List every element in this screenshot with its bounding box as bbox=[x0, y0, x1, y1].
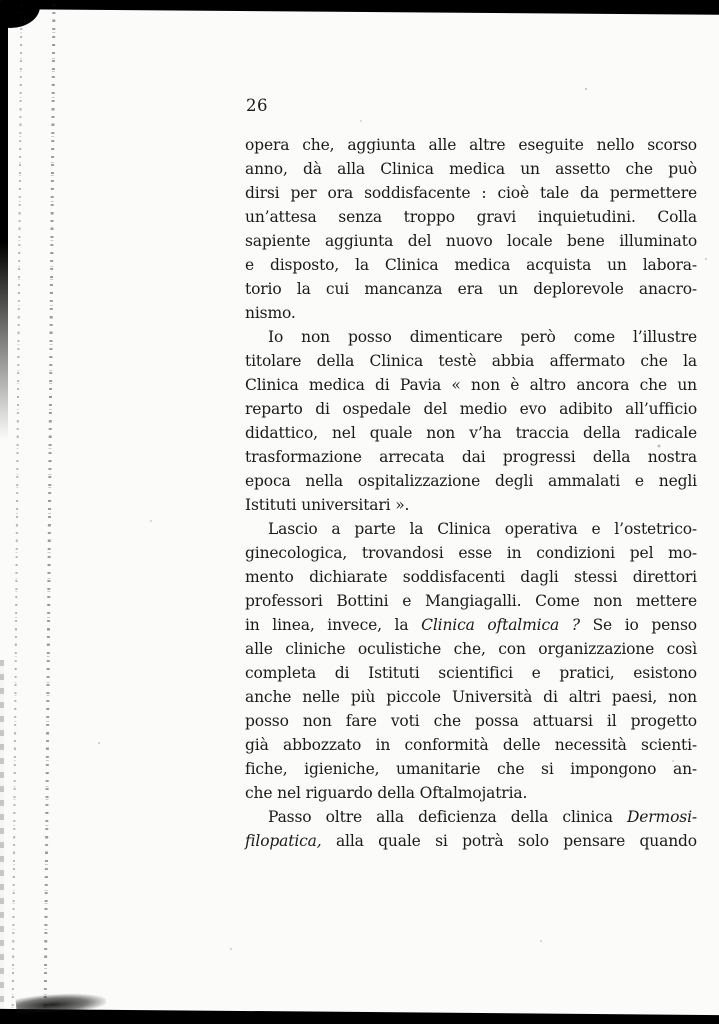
text-line bbox=[245, 637, 697, 661]
text-line bbox=[245, 157, 697, 181]
text-segment: Se io penso bbox=[579, 616, 697, 634]
text-block bbox=[245, 133, 697, 853]
text-line bbox=[245, 805, 697, 829]
top-edge-scan-artifact bbox=[0, 0, 719, 15]
text-line bbox=[245, 709, 697, 733]
text-line bbox=[245, 277, 697, 301]
text-segment: Clinica medica di Pavia « non è altro ancora che un bbox=[245, 376, 697, 394]
text-segment: epoca nella ospitalizzazione degli ammalati e negli bbox=[245, 472, 697, 490]
text-line bbox=[245, 421, 697, 445]
binding-speckle-line-1 bbox=[11, 0, 22, 1024]
text-segment: Passo oltre alla deficienza della clinica bbox=[268, 808, 627, 826]
text-segment: trasformazione arrecata dai progressi della nostra bbox=[245, 448, 697, 466]
text-line bbox=[245, 205, 697, 229]
page-number: 26 bbox=[246, 96, 268, 115]
bottom-edge-scan-artifact bbox=[0, 1009, 719, 1024]
text-segment: didattico, nel quale non v’ha traccia della radicale bbox=[245, 424, 697, 442]
text-segment: reparto di ospedale del medio evo adibito all’ufficio bbox=[245, 400, 697, 418]
text-segment: dirsi per ora soddisfacente : cioè tale da permettere bbox=[245, 184, 697, 202]
text-segment: titolare della Clinica testè abbia affermato che la bbox=[245, 352, 697, 370]
paragraph bbox=[245, 517, 697, 805]
text-line bbox=[245, 229, 697, 253]
left-binding-shadow bbox=[0, 0, 8, 440]
text-line bbox=[245, 781, 697, 805]
italic-text-segment: Clinica oftalmica ? bbox=[421, 616, 580, 634]
text-line bbox=[245, 733, 697, 757]
text-line bbox=[245, 565, 697, 589]
paragraph bbox=[245, 325, 697, 517]
text-segment: Io non posso dimenticare però come l’illustre bbox=[268, 328, 697, 346]
text-line bbox=[245, 397, 697, 421]
text-segment: nismo. bbox=[245, 304, 296, 322]
text-line bbox=[245, 253, 697, 277]
text-segment: che nel riguardo della Oftalmojatria. bbox=[245, 784, 528, 802]
text-line bbox=[245, 133, 697, 157]
text-segment: anche nelle più piccole Università di altri paesi, non bbox=[245, 688, 697, 706]
left-binding-shadow-lower bbox=[0, 660, 4, 1020]
dust-specks bbox=[0, 0, 2, 2]
text-segment: fiche, igieniche, umanitarie che si impongono an- bbox=[245, 760, 697, 778]
text-line bbox=[245, 661, 697, 685]
text-line bbox=[245, 541, 697, 565]
text-line bbox=[245, 613, 697, 637]
text-segment: un’attesa senza troppo gravi inquietudini. Colla bbox=[245, 208, 697, 226]
italic-text-segment: Dermosi- bbox=[627, 808, 697, 826]
text-segment: opera che, aggiunta alle altre eseguite nello scorso bbox=[245, 136, 697, 154]
text-segment: alla quale si potrà solo pensare quando bbox=[321, 832, 697, 850]
text-line bbox=[245, 373, 697, 397]
text-line bbox=[245, 301, 697, 325]
text-segment: mento dichiarate soddisfacenti dagli stessi direttori bbox=[245, 568, 697, 586]
text-segment: professori Bottini e Mangiagalli. Come non mettere bbox=[245, 592, 697, 610]
text-line bbox=[245, 469, 697, 493]
paragraph bbox=[245, 805, 697, 853]
text-segment: ginecologica, trovandosi esse in condizioni pel mo- bbox=[245, 544, 697, 562]
text-line bbox=[245, 589, 697, 613]
text-line bbox=[245, 325, 697, 349]
text-line bbox=[245, 829, 697, 853]
text-segment: torio la cui mancanza era un deplorevole anacro- bbox=[245, 280, 697, 298]
text-line bbox=[245, 445, 697, 469]
text-segment: già abbozzato in conformità delle necessità scienti- bbox=[245, 736, 697, 754]
binding-speckle-line-2 bbox=[43, 0, 55, 1024]
text-segment: e disposto, la Clinica medica acquista un labora- bbox=[245, 256, 697, 274]
text-line bbox=[245, 757, 697, 781]
text-line bbox=[245, 349, 697, 373]
text-line bbox=[245, 181, 697, 205]
text-segment: completa di Istituti scientifici e pratici, esistono bbox=[245, 664, 697, 682]
text-segment: anno, dà alla Clinica medica un assetto che può bbox=[245, 160, 697, 178]
text-segment: in linea, invece, la bbox=[245, 616, 422, 634]
text-line bbox=[245, 685, 697, 709]
text-segment: Istituti universitari ». bbox=[245, 496, 410, 514]
italic-text-segment: filopatica, bbox=[245, 832, 322, 850]
text-segment: sapiente aggiunta del nuovo locale bene illuminato bbox=[245, 232, 697, 250]
paragraph bbox=[245, 133, 697, 325]
text-segment: Lascio a parte la Clinica operativa e l’ostetrico- bbox=[268, 520, 697, 538]
text-segment: posso non fare voti che possa attuarsi il progetto bbox=[245, 712, 697, 730]
text-line bbox=[245, 493, 697, 517]
text-segment: alle cliniche oculistiche che, con organizzazione così bbox=[245, 640, 697, 658]
text-line bbox=[245, 517, 697, 541]
